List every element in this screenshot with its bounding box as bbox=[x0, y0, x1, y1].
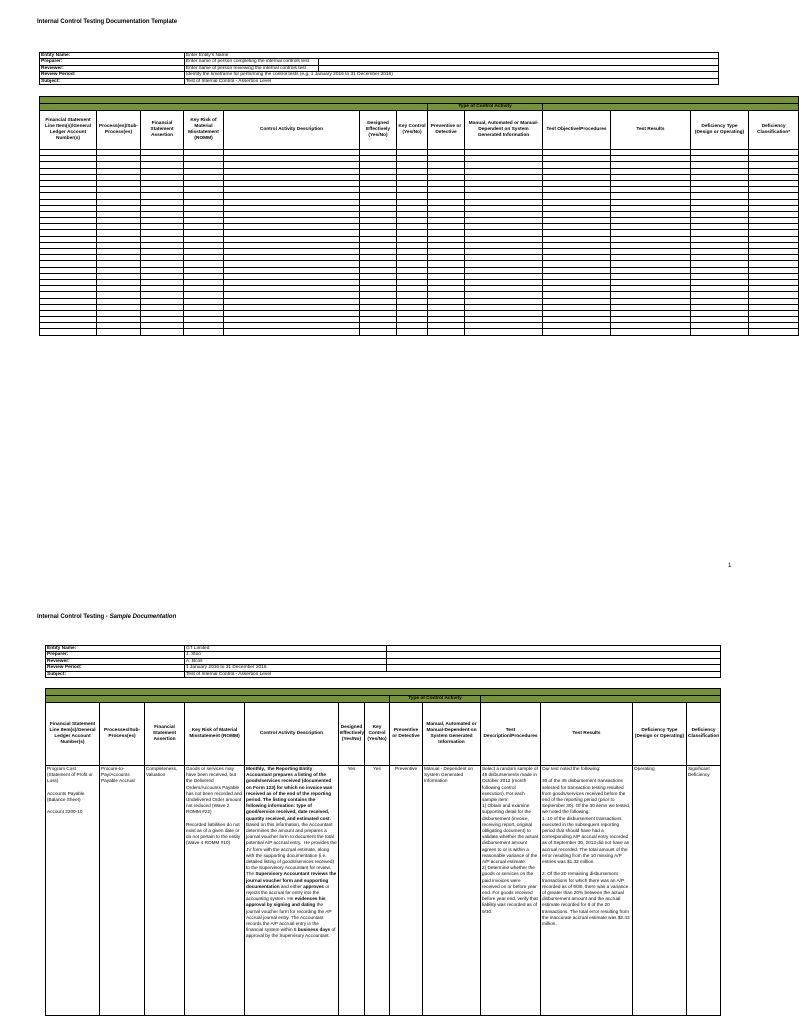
page2-title-italic: Sample Documentation bbox=[109, 614, 177, 620]
info-label: Entity Name: bbox=[46, 646, 185, 652]
control-bold-2: Supervisory Accountant reviews the journal voucher form and supporting documentation bbox=[246, 871, 338, 889]
cell-deficiency-type: Operating bbox=[633, 766, 687, 1016]
green-band bbox=[40, 97, 799, 104]
cell-romm: Goods or services may have been received, but the Delivered Orders/Accounts Payable has not been recorded and Undelivered Order amount not reduced (Wave 2 ROMM #22) Recorded liabilities do not exist as of a given date or do not pertain to the entity (Wave 4 ROMM #10) bbox=[185, 766, 245, 1016]
info-label: Subject: bbox=[46, 671, 185, 677]
col-header: Process(es)/Sub-Process(es) bbox=[97, 111, 141, 150]
type-of-control-header: Type of Control Activity bbox=[428, 104, 543, 111]
control-text-4: the journal voucher form for recording the AP Accrual journal entry. The Accountant records the A/P accrual entry in the financial system within 5 bbox=[246, 902, 333, 933]
cell-key-control: Yes bbox=[365, 766, 390, 1016]
col-header: Preventive or Detective bbox=[390, 703, 423, 766]
col-header: Test Description/Procedures bbox=[481, 703, 541, 766]
page1-info-table bbox=[39, 52, 719, 85]
col-header: Test Results bbox=[541, 703, 633, 766]
col-header: Deficiency Type (Design or Operating) bbox=[633, 703, 687, 766]
info-label: Preparer: bbox=[40, 59, 185, 65]
cell-preventive: Preventive bbox=[390, 766, 423, 1016]
col-header: Test Results bbox=[611, 111, 691, 150]
col-header: Test Objective/Procedures bbox=[543, 111, 611, 150]
info-value: Identify the timeframe for performing the control tests (e.g. 1 January 2016 to 31 December 2016) bbox=[185, 72, 719, 78]
info-label: Preparer: bbox=[46, 652, 185, 658]
type-header-row bbox=[46, 696, 721, 703]
col-header: Designed Effectively (Yes/No) bbox=[360, 111, 397, 150]
info-label: Reviewer: bbox=[40, 65, 185, 71]
empty-cell bbox=[465, 329, 543, 335]
col-header: Key Risk of Material Misstatement (ROMM) bbox=[185, 703, 245, 766]
page2-title-prefix: Internal Control Testing - bbox=[37, 614, 110, 620]
col-header: Financial Statement Assertion bbox=[145, 703, 185, 766]
info-value: A. Bcos bbox=[185, 658, 387, 664]
control-text-1: Based on this information, the Accountant determines the amount and prepares a journal voucher form to document the total potential A/P accrual entry. He provides the JV form with the accrual estimate, along with the supporting documentation (i.e. detailed listing of goods/services received) to the Supervisory Accountant for review. The bbox=[246, 821, 337, 877]
control-bold-4: evidences his approval by signing and dating bbox=[246, 896, 327, 908]
info-row-subject bbox=[40, 78, 719, 84]
col-header: Deficiency Classification bbox=[687, 703, 721, 766]
col-header: Financial Statement Line Item(s)/General Ledger Account Number(s) bbox=[46, 703, 100, 766]
info-value: Enter name of person completing the internal controls test bbox=[185, 59, 319, 65]
col-header: Financial Statement Line Item(s)/General Ledger Account Number(s) bbox=[40, 111, 97, 150]
page2-control-table bbox=[45, 688, 721, 1016]
col-header: Control Activity Description bbox=[224, 111, 360, 150]
info-label: Reviewer: bbox=[46, 658, 185, 664]
cell-test-description: Select a random sample of 45 disbursements made in October 2012 (month following control execution). For each sample item: 1) Obtain and examine supporting detail for the disbursement (invoice, receiving report, original obligating document) to validate whether the actual disbursement amount agrees to or is within a reasonable variance of the A/P accrual estimate. 2) Determine whether the goods or services on the paid invoices were received on or before year end. For goods received before year end, verify that liability was recorded as of 9/30. bbox=[481, 766, 541, 1016]
page2-title bbox=[37, 614, 176, 620]
col-header: Control Activity Description bbox=[245, 703, 339, 766]
info-value: Enter name of person reviewing the internal controls test bbox=[185, 65, 319, 71]
empty-cell bbox=[397, 329, 428, 335]
cell-process: Procure-to-Pay/Accounts Payable Accrual bbox=[100, 766, 145, 1016]
control-text-2: and either bbox=[279, 883, 304, 889]
col-header: Manual, Automated or Manual-Dependent on System Generated Information bbox=[423, 703, 481, 766]
empty-cell bbox=[360, 329, 397, 335]
col-header: Key Control (Yes/No) bbox=[397, 111, 428, 150]
cell-assertion: Completeness, Valuation bbox=[145, 766, 185, 1016]
empty-cell bbox=[141, 329, 184, 335]
col-header: Preventive or Detective bbox=[428, 111, 465, 150]
type-of-control-header: Type of Control Activity bbox=[390, 696, 481, 703]
info-value: Test of Internal Control - Assertion Level bbox=[185, 671, 721, 677]
cell-control-description bbox=[245, 766, 339, 1016]
empty-cell bbox=[224, 329, 360, 335]
empty-cell bbox=[184, 329, 224, 335]
control-bold-1: Monthly, the Reporting Entity Accountant prepares a listing of the goods/services received (documented on Form 123) for which no invoice was received as of the end of the reporting period. The listing contains the following information: type of good/service received, date received, quantity received, and estimated cost. bbox=[246, 766, 334, 821]
empty-cell bbox=[40, 329, 97, 335]
page1-title: Internal Control Testing Documentation Template bbox=[37, 19, 178, 25]
control-text-3: or rejects the accrual for entry into the accounting system. He bbox=[246, 883, 331, 902]
column-header-row bbox=[46, 703, 721, 766]
empty-cell bbox=[611, 329, 691, 335]
cell-deficiency-class: Significant Deficiency bbox=[687, 766, 721, 1016]
empty-cell bbox=[428, 329, 465, 335]
empty-cell bbox=[543, 329, 611, 335]
page1-control-table bbox=[39, 96, 799, 336]
empty-table-row bbox=[40, 329, 799, 335]
info-value: GT Limited bbox=[185, 646, 387, 652]
control-bold-3: approves bbox=[303, 883, 324, 889]
info-value: J. Stoo bbox=[185, 652, 387, 658]
column-header-row bbox=[40, 111, 799, 150]
col-header: Key Control (Yes/No) bbox=[365, 703, 390, 766]
empty-rows bbox=[40, 150, 799, 336]
col-header: Deficiency Classification* bbox=[749, 111, 799, 150]
type-header-row bbox=[40, 104, 799, 111]
col-header: Designed Effectively (Yes/No) bbox=[339, 703, 365, 766]
info-value: Enter Entity's Name bbox=[185, 53, 719, 59]
info-label: Subject: bbox=[40, 78, 185, 84]
page2-info-table bbox=[45, 645, 721, 678]
info-label: Review Period: bbox=[40, 72, 185, 78]
info-value: Test of Internal Control - Assertion Level bbox=[185, 78, 719, 84]
info-row-subject bbox=[46, 671, 721, 677]
col-header: Financial Statement Assertion bbox=[141, 111, 184, 150]
cell-manual: Manual - Dependent on System Generated Information bbox=[423, 766, 481, 1016]
col-header: Processes/Sub-Process(es) bbox=[100, 703, 145, 766]
info-label: Entity Name: bbox=[40, 53, 185, 59]
cell-line-item: Program Cost (Statement of Profit or Loss) Accounts Payable (Balance Sheet) Account 2200-10 bbox=[46, 766, 100, 1016]
cell-designed: Yes bbox=[339, 766, 365, 1016]
empty-cell bbox=[97, 329, 141, 335]
col-header: Deficiency Type (Design or Operating) bbox=[691, 111, 749, 150]
sample-row bbox=[46, 766, 721, 1016]
cell-test-results: Our test noted the following: 30 of the 45 disbursement transactions selected for transaction testing resulted from goods/services received before the end of the reporting period (prior to September 30). Of the 30 items we tested, we noted the following: 1. 10 of the disbursement transactions executed in the subsequent reporting period that should have had a corresponding A/P accrual entry recorded as of September 30, 2012 did not have an accrual recorded. The total amount of the error resulting from the 10 missing A/P entries was $1.32 million. 2. Of the 20 remaining disbursement transactions for which there was an A/P recorded as of 9/30, there was a variance of greater than 20% between the actual disbursement amount and the accrual estimate recorded for 6 of the 20 transactions. The total error resulting from the inaccurate accrual estimate was $2.43 million. bbox=[541, 766, 633, 1016]
green-band bbox=[46, 689, 721, 696]
info-value: 1 January 2016 to 31 December 2016 bbox=[185, 665, 387, 671]
col-header: Manual, Automated or Manual-Dependent on System Generated Information bbox=[465, 111, 543, 150]
control-bold-5: business days bbox=[297, 927, 331, 933]
page-number: 1 bbox=[728, 563, 732, 569]
info-label: Review Period: bbox=[46, 665, 185, 671]
col-header: Key Risk of Material Misstatement (ROMM) bbox=[184, 111, 224, 150]
empty-cell bbox=[691, 329, 749, 335]
control-text-5: of approval by the Supervisory Accountant. bbox=[246, 927, 337, 939]
empty-cell bbox=[749, 329, 799, 335]
